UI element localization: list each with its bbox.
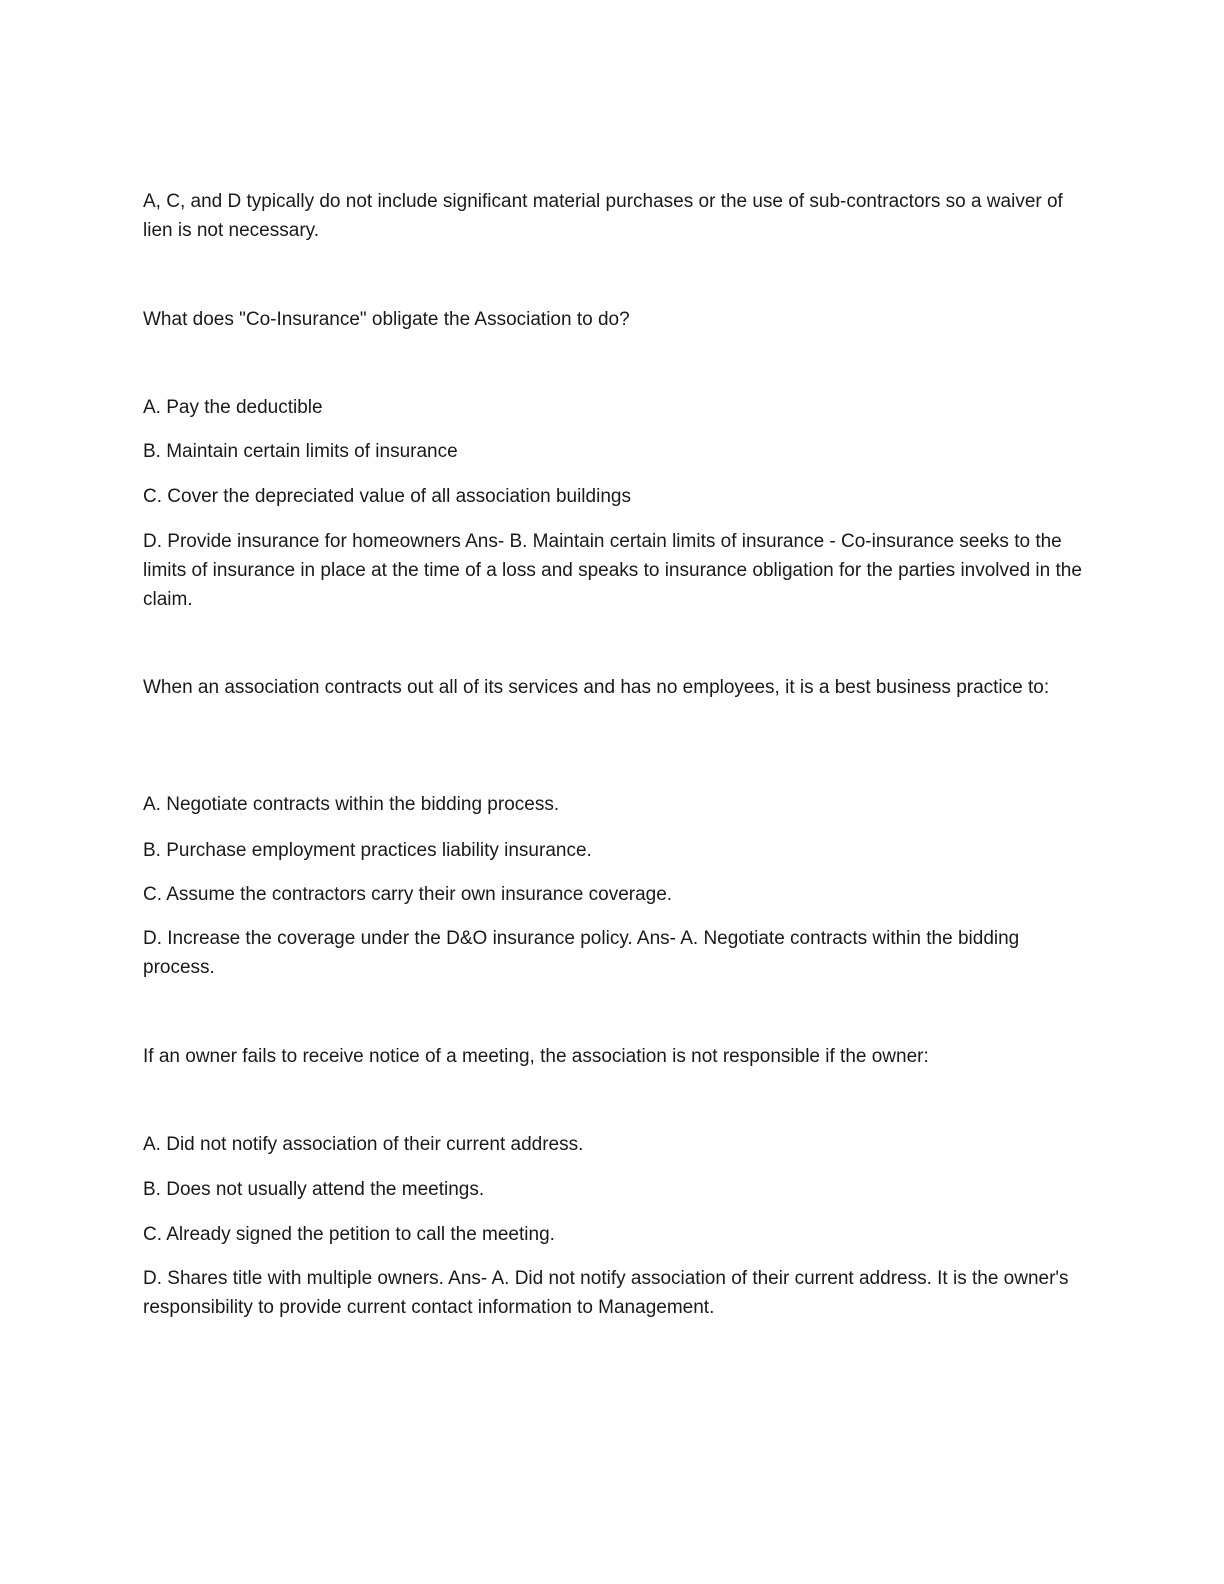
question-2-option-c: C. Assume the contractors carry their own insurance coverage. xyxy=(143,884,673,905)
question-1: What does "Co-Insurance" obligate the Association to do? xyxy=(143,309,630,330)
intro-paragraph: A, C, and D typically do not include significant material purchases or the use of sub-contractors so a waiver of lien is not necessary. xyxy=(143,191,1063,241)
question-3-option-b: B. Does not usually attend the meetings. xyxy=(143,1179,485,1200)
question-2: When an association contracts out all of its services and has no employees, it is a best business practice to: xyxy=(143,677,1050,698)
question-3-option-a: A. Did not notify association of their current address. xyxy=(143,1134,584,1155)
question-1-option-b: B. Maintain certain limits of insurance xyxy=(143,441,458,462)
question-1-option-c: C. Cover the depreciated value of all association buildings xyxy=(143,486,631,507)
question-3-option-c: C. Already signed the petition to call the meeting. xyxy=(143,1224,555,1245)
question-1-option-d: D. Provide insurance for homeowners Ans- B. Maintain certain limits of insurance - Co-insurance seeks to the limits of insurance in place at the time of a loss and speaks to insurance obligation for the parties involved in the claim. xyxy=(143,531,1082,610)
question-1-option-a: A. Pay the deductible xyxy=(143,397,323,418)
question-2-option-d: D. Increase the coverage under the D&O insurance policy. Ans- A. Negotiate contracts within the bidding process. xyxy=(143,928,1020,978)
question-2-option-b: B. Purchase employment practices liability insurance. xyxy=(143,840,592,861)
question-2-option-a: A. Negotiate contracts within the bidding process. xyxy=(143,794,560,815)
question-3-option-d: D. Shares title with multiple owners. Ans- A. Did not notify association of their current address. It is the owner's responsibility to provide current contact information to Management. xyxy=(143,1268,1069,1318)
question-3: If an owner fails to receive notice of a meeting, the association is not responsible if the owner: xyxy=(143,1046,929,1067)
